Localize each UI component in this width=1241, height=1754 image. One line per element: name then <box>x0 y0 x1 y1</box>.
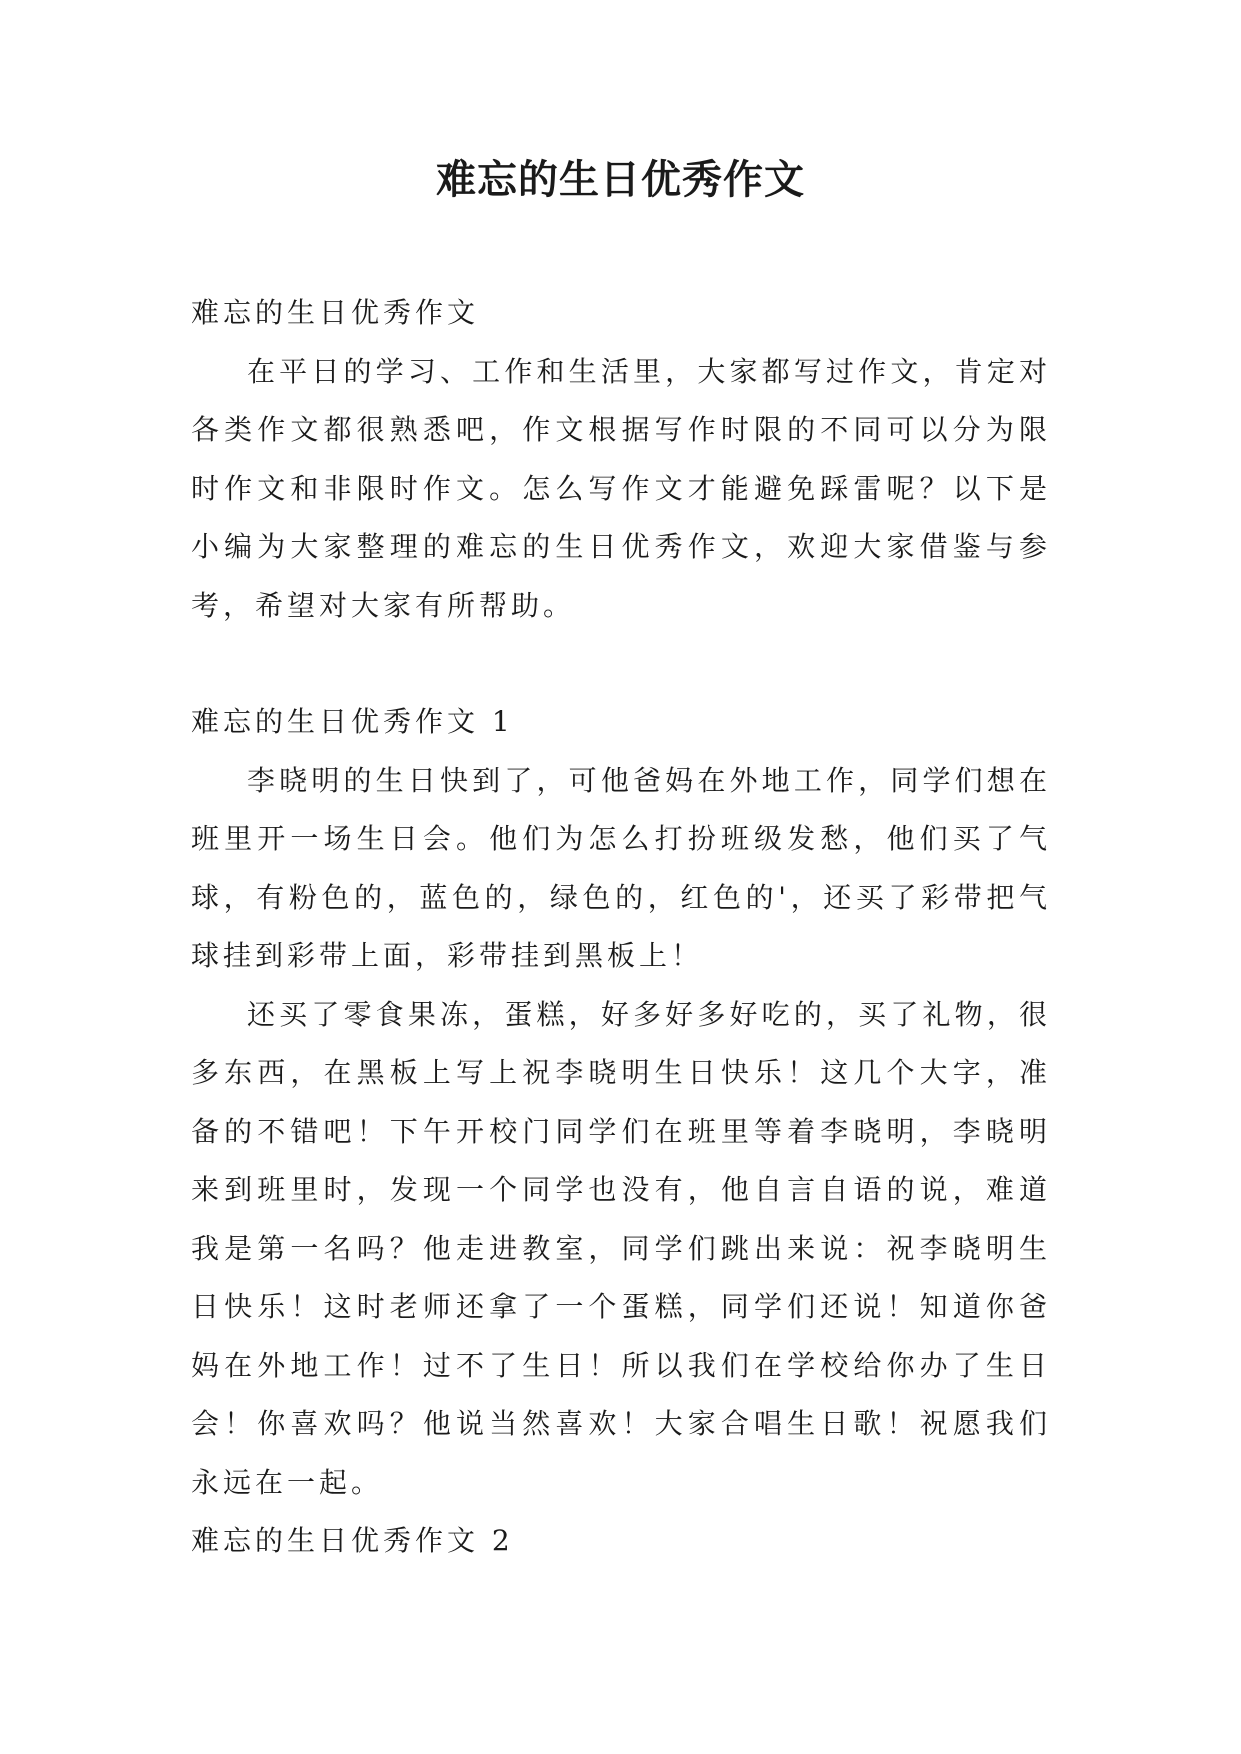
section-2-heading: 难忘的生日优秀作文 2 <box>191 1524 514 1557</box>
section-1-paragraph-2: 还买了零食果冻，蛋糕，好多好多好吃的，买了礼物，很多东西，在黑板上写上祝李晓明生日快乐！这几个大字，准备的不错吧！下午开校门同学们在班里等着李晓明，李晓明来到班里时，发现一个同学也没有，他自言自语的说，难道我是第一名吗？他走进教室，同学们跳出来说：祝李晓明生日快乐！这时老师还拿了一个蛋糕，同学们还说！知道你爸妈在外地工作！过不了生日！所以我们在学校给你办了生日会！你喜欢吗？他说当然喜欢！大家合唱生日歌！祝愿我们永远在一起。 <box>191 997 1051 1499</box>
document-title: 难忘的生日优秀作文 <box>436 156 805 203</box>
intro-paragraph: 在平日的学习、工作和生活里，大家都写过作文，肯定对各类作文都很熟悉吧，作文根据写作时限的不同可以分为限时作文和非限时作文。怎么写作文才能避免踩雷呢？以下是小编为大家整理的难忘的生日优秀作文，欢迎大家借鉴与参考，希望对大家有所帮助。 <box>191 354 1051 622</box>
document-body <box>191 284 1051 1571</box>
section-spacer <box>191 635 1051 693</box>
section-1-paragraph-1: 李晓明的生日快到了，可他爸妈在外地工作，同学们想在班里开一场生日会。他们为怎么打扮班级发愁，他们买了气球，有粉色的，蓝色的，绿色的，红色的'，还买了彩带把气球挂到彩带上面，彩带挂到黑板上！ <box>191 763 1051 972</box>
section-1-heading: 难忘的生日优秀作文 1 <box>191 705 514 738</box>
intro-heading: 难忘的生日优秀作文 <box>191 296 480 329</box>
